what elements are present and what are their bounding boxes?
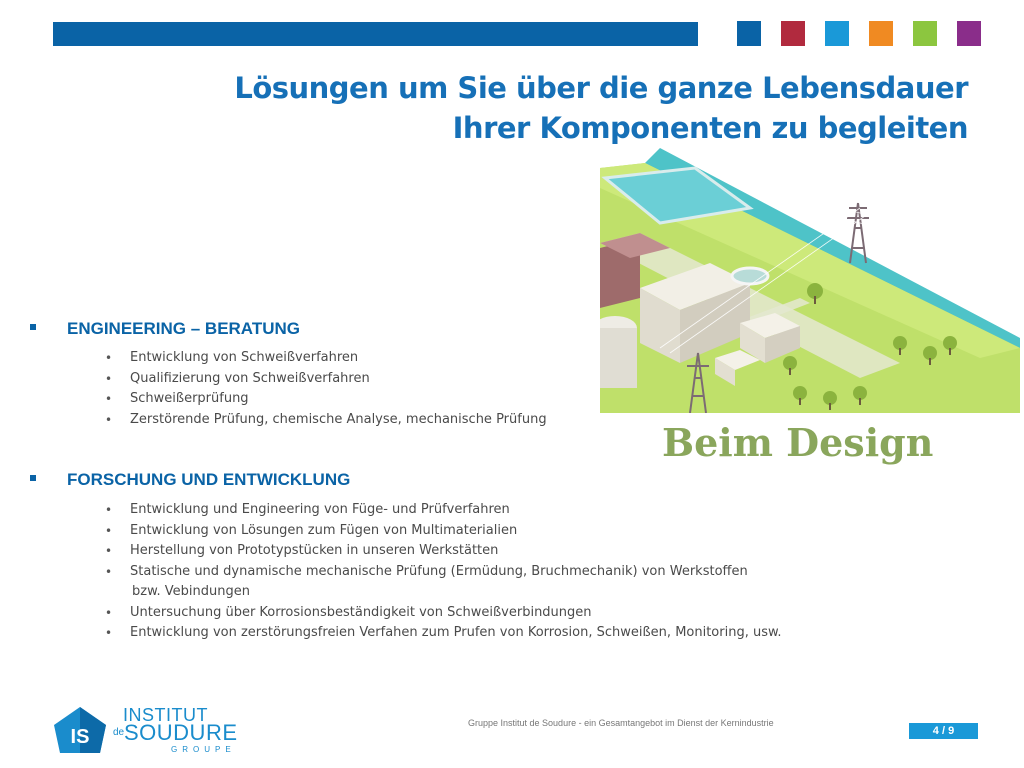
bullet-icon: • — [105, 564, 113, 579]
industrial-plant-illustration — [600, 148, 1020, 413]
section-title: FORSCHUNG UND ENTWICKLUNG — [67, 470, 351, 489]
bullet-icon: • — [105, 371, 113, 386]
list-item: • Entwicklung von Schweißverfahren — [105, 350, 359, 365]
header-bar — [53, 22, 698, 46]
list-item: • Untersuchung über Korrosionsbeständigkeit von Schweißverbindungen — [105, 604, 592, 620]
logo-text-institut: INSTITUT — [123, 705, 208, 725]
orange-square — [869, 21, 893, 46]
logo-text-groupe: GROUPE — [171, 745, 236, 754]
color-squares — [737, 21, 983, 47]
logo-text-soudure: SOUDURE — [124, 720, 238, 745]
bullet-icon: • — [105, 412, 113, 427]
list-item: • Herstellung von Prototypstücken in unseren Werkstätten — [105, 543, 499, 558]
list-item: • Statische und dynamische mechanische Prüfung (Ermüdung, Bruchmechanik) von Werkstoffen — [105, 563, 748, 579]
list-item: • Entwicklung von zerstörungsfreien Verfahen zum Prufen von Korrosion, Schweißen, Monitoring, usw. — [105, 625, 782, 640]
list-item: • Schweißerprüfung — [105, 391, 249, 406]
list-item: • Entwicklung von Lösungen zum Fügen von Multimaterialien — [105, 522, 518, 538]
list-item-continuation: bzw. Vebindungen — [132, 584, 250, 599]
bullet-icon: • — [105, 605, 113, 620]
bullet-icon: • — [105, 626, 113, 640]
bullet-icon: • — [105, 544, 113, 558]
cyan-square — [825, 21, 849, 46]
logo-text-de: de — [113, 727, 125, 738]
square-bullet-icon — [30, 475, 36, 481]
footer-text: Gruppe Institut de Soudure - ein Gesamtangebot im Dienst der Kernindustrie — [468, 718, 774, 728]
institut-de-soudure-logo — [50, 705, 238, 757]
bullet-icon: • — [105, 503, 113, 517]
illustration-caption: Beim Design — [662, 420, 934, 465]
page-number: 4 / 9 — [909, 723, 978, 739]
red-square — [781, 21, 805, 46]
green-square — [913, 21, 937, 46]
blue-square — [737, 21, 761, 46]
section-title: ENGINEERING – BERATUNG — [67, 319, 300, 338]
bullet-icon: • — [105, 351, 113, 365]
purple-square — [957, 21, 981, 46]
list-item: • Zerstörende Prüfung, chemische Analyse, mechanische Prüfung — [105, 411, 547, 427]
list-item: • Qualifizierung von Schweißverfahren — [105, 370, 370, 386]
list-item: • Entwicklung und Engineering von Füge- und Prüfverfahren — [105, 502, 510, 517]
page-title — [68, 68, 968, 148]
bullet-icon: • — [105, 392, 113, 406]
square-bullet-icon — [30, 324, 36, 330]
page-title-line1: Lösungen um Sie über die ganze Lebensdauer — [234, 71, 968, 105]
bullet-icon: • — [105, 523, 113, 538]
logo-mark: IS — [70, 726, 90, 748]
is-logo-icon — [50, 705, 110, 757]
page-title-line2: Ihrer Komponenten zu begleiten — [452, 111, 968, 145]
